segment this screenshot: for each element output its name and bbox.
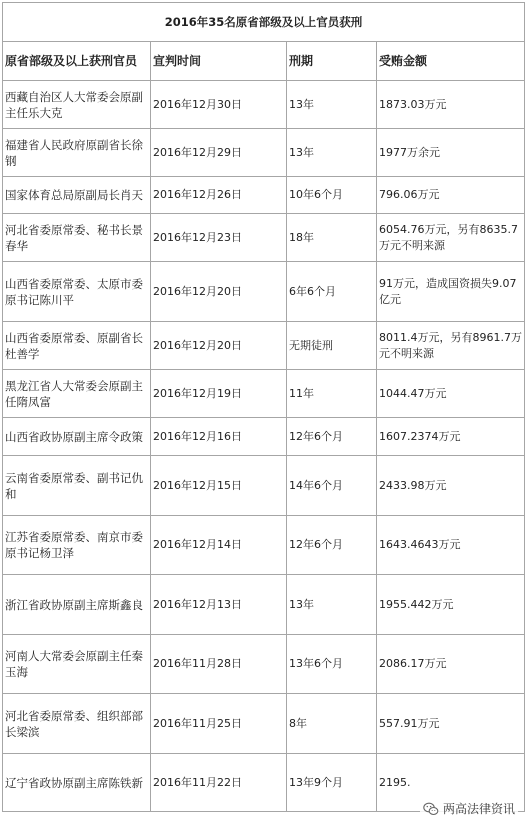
sentence-cell: 14年6个月 <box>287 456 377 516</box>
date-cell: 2016年12月23日 <box>151 214 287 262</box>
officials-table <box>2 2 525 812</box>
amount-cell: 1873.03万元 <box>377 81 525 129</box>
amount-cell: 1044.47万元 <box>377 370 525 418</box>
official-cell: 山西省委原常委、太原市委原书记陈川平 <box>3 262 151 322</box>
official-cell: 浙江省政协原副主席斯鑫良 <box>3 575 151 635</box>
official-cell: 河北省委原常委、秘书长景春华 <box>3 214 151 262</box>
amount-cell: 1607.2374万元 <box>377 418 525 456</box>
date-cell: 2016年12月26日 <box>151 177 287 214</box>
official-cell: 辽宁省政协原副主席陈铁新 <box>3 754 151 812</box>
date-cell: 2016年12月30日 <box>151 81 287 129</box>
official-cell: 江苏省委原常委、南京市委原书记杨卫泽 <box>3 516 151 575</box>
table-row <box>3 635 525 694</box>
official-cell: 云南省委原常委、副书记仇和 <box>3 456 151 516</box>
header-date: 宣判时间 <box>151 42 287 81</box>
table-row <box>3 177 525 214</box>
official-cell: 黑龙江省人大常委会原副主任隋凤富 <box>3 370 151 418</box>
table-row <box>3 694 525 754</box>
sentence-cell: 12年6个月 <box>287 418 377 456</box>
sentence-cell: 13年6个月 <box>287 635 377 694</box>
date-cell: 2016年12月15日 <box>151 456 287 516</box>
official-cell: 西藏自治区人大常委会原副主任乐大克 <box>3 81 151 129</box>
date-cell: 2016年12月19日 <box>151 370 287 418</box>
amount-cell: 2086.17万元 <box>377 635 525 694</box>
date-cell: 2016年11月25日 <box>151 694 287 754</box>
sentence-cell: 无期徒刑 <box>287 322 377 370</box>
header-sentence: 刑期 <box>287 42 377 81</box>
amount-cell: 1955.442万元 <box>377 575 525 635</box>
official-cell: 河北省委原常委、组织部部长梁滨 <box>3 694 151 754</box>
amount-cell: 91万元，造成国资损失9.07亿元 <box>377 262 525 322</box>
sentence-cell: 13年 <box>287 81 377 129</box>
amount-cell: 1977万余元 <box>377 129 525 177</box>
sentence-cell: 18年 <box>287 214 377 262</box>
sentence-cell: 11年 <box>287 370 377 418</box>
source-watermark <box>420 799 518 818</box>
table-row <box>3 418 525 456</box>
amount-cell: 2433.98万元 <box>377 456 525 516</box>
official-cell: 河南人大常委会原副主任秦玉海 <box>3 635 151 694</box>
sentence-cell: 13年 <box>287 575 377 635</box>
table-row <box>3 129 525 177</box>
table-row <box>3 322 525 370</box>
amount-cell: 6054.76万元，另有8635.7万元不明来源 <box>377 214 525 262</box>
official-cell: 山西省政协原副主席令政策 <box>3 418 151 456</box>
date-cell: 2016年12月29日 <box>151 129 287 177</box>
table-row <box>3 81 525 129</box>
header-amount: 受贿金额 <box>377 42 525 81</box>
sentence-cell: 10年6个月 <box>287 177 377 214</box>
date-cell: 2016年12月16日 <box>151 418 287 456</box>
sentence-cell: 8年 <box>287 694 377 754</box>
wechat-icon <box>423 801 439 817</box>
official-cell: 山西省委原常委、原副省长杜善学 <box>3 322 151 370</box>
date-cell: 2016年12月14日 <box>151 516 287 575</box>
table-row <box>3 214 525 262</box>
officials-table-container <box>2 2 524 812</box>
header-official: 原省部级及以上获刑官员 <box>3 42 151 81</box>
sentence-cell: 6年6个月 <box>287 262 377 322</box>
header-row <box>3 42 525 81</box>
table-row <box>3 516 525 575</box>
date-cell: 2016年12月20日 <box>151 322 287 370</box>
date-cell: 2016年11月28日 <box>151 635 287 694</box>
sentence-cell: 13年9个月 <box>287 754 377 812</box>
official-cell: 国家体育总局原副局长肖天 <box>3 177 151 214</box>
amount-cell: 2195. <box>377 754 525 812</box>
amount-cell: 8011.4万元，另有8961.7万元不明来源 <box>377 322 525 370</box>
sentence-cell: 13年 <box>287 129 377 177</box>
watermark-text: 两高法律资讯 <box>442 802 515 816</box>
amount-cell: 557.91万元 <box>377 694 525 754</box>
sentence-cell: 12年6个月 <box>287 516 377 575</box>
date-cell: 2016年12月13日 <box>151 575 287 635</box>
official-cell: 福建省人民政府原副省长徐钢 <box>3 129 151 177</box>
table-row <box>3 575 525 635</box>
amount-cell: 796.06万元 <box>377 177 525 214</box>
table-row <box>3 370 525 418</box>
date-cell: 2016年11月22日 <box>151 754 287 812</box>
table-title: 2016年35名原省部级及以上官员获刑 <box>3 3 525 42</box>
amount-cell: 1643.4643万元 <box>377 516 525 575</box>
table-row <box>3 456 525 516</box>
table-row <box>3 262 525 322</box>
date-cell: 2016年12月20日 <box>151 262 287 322</box>
title-row <box>3 3 525 42</box>
